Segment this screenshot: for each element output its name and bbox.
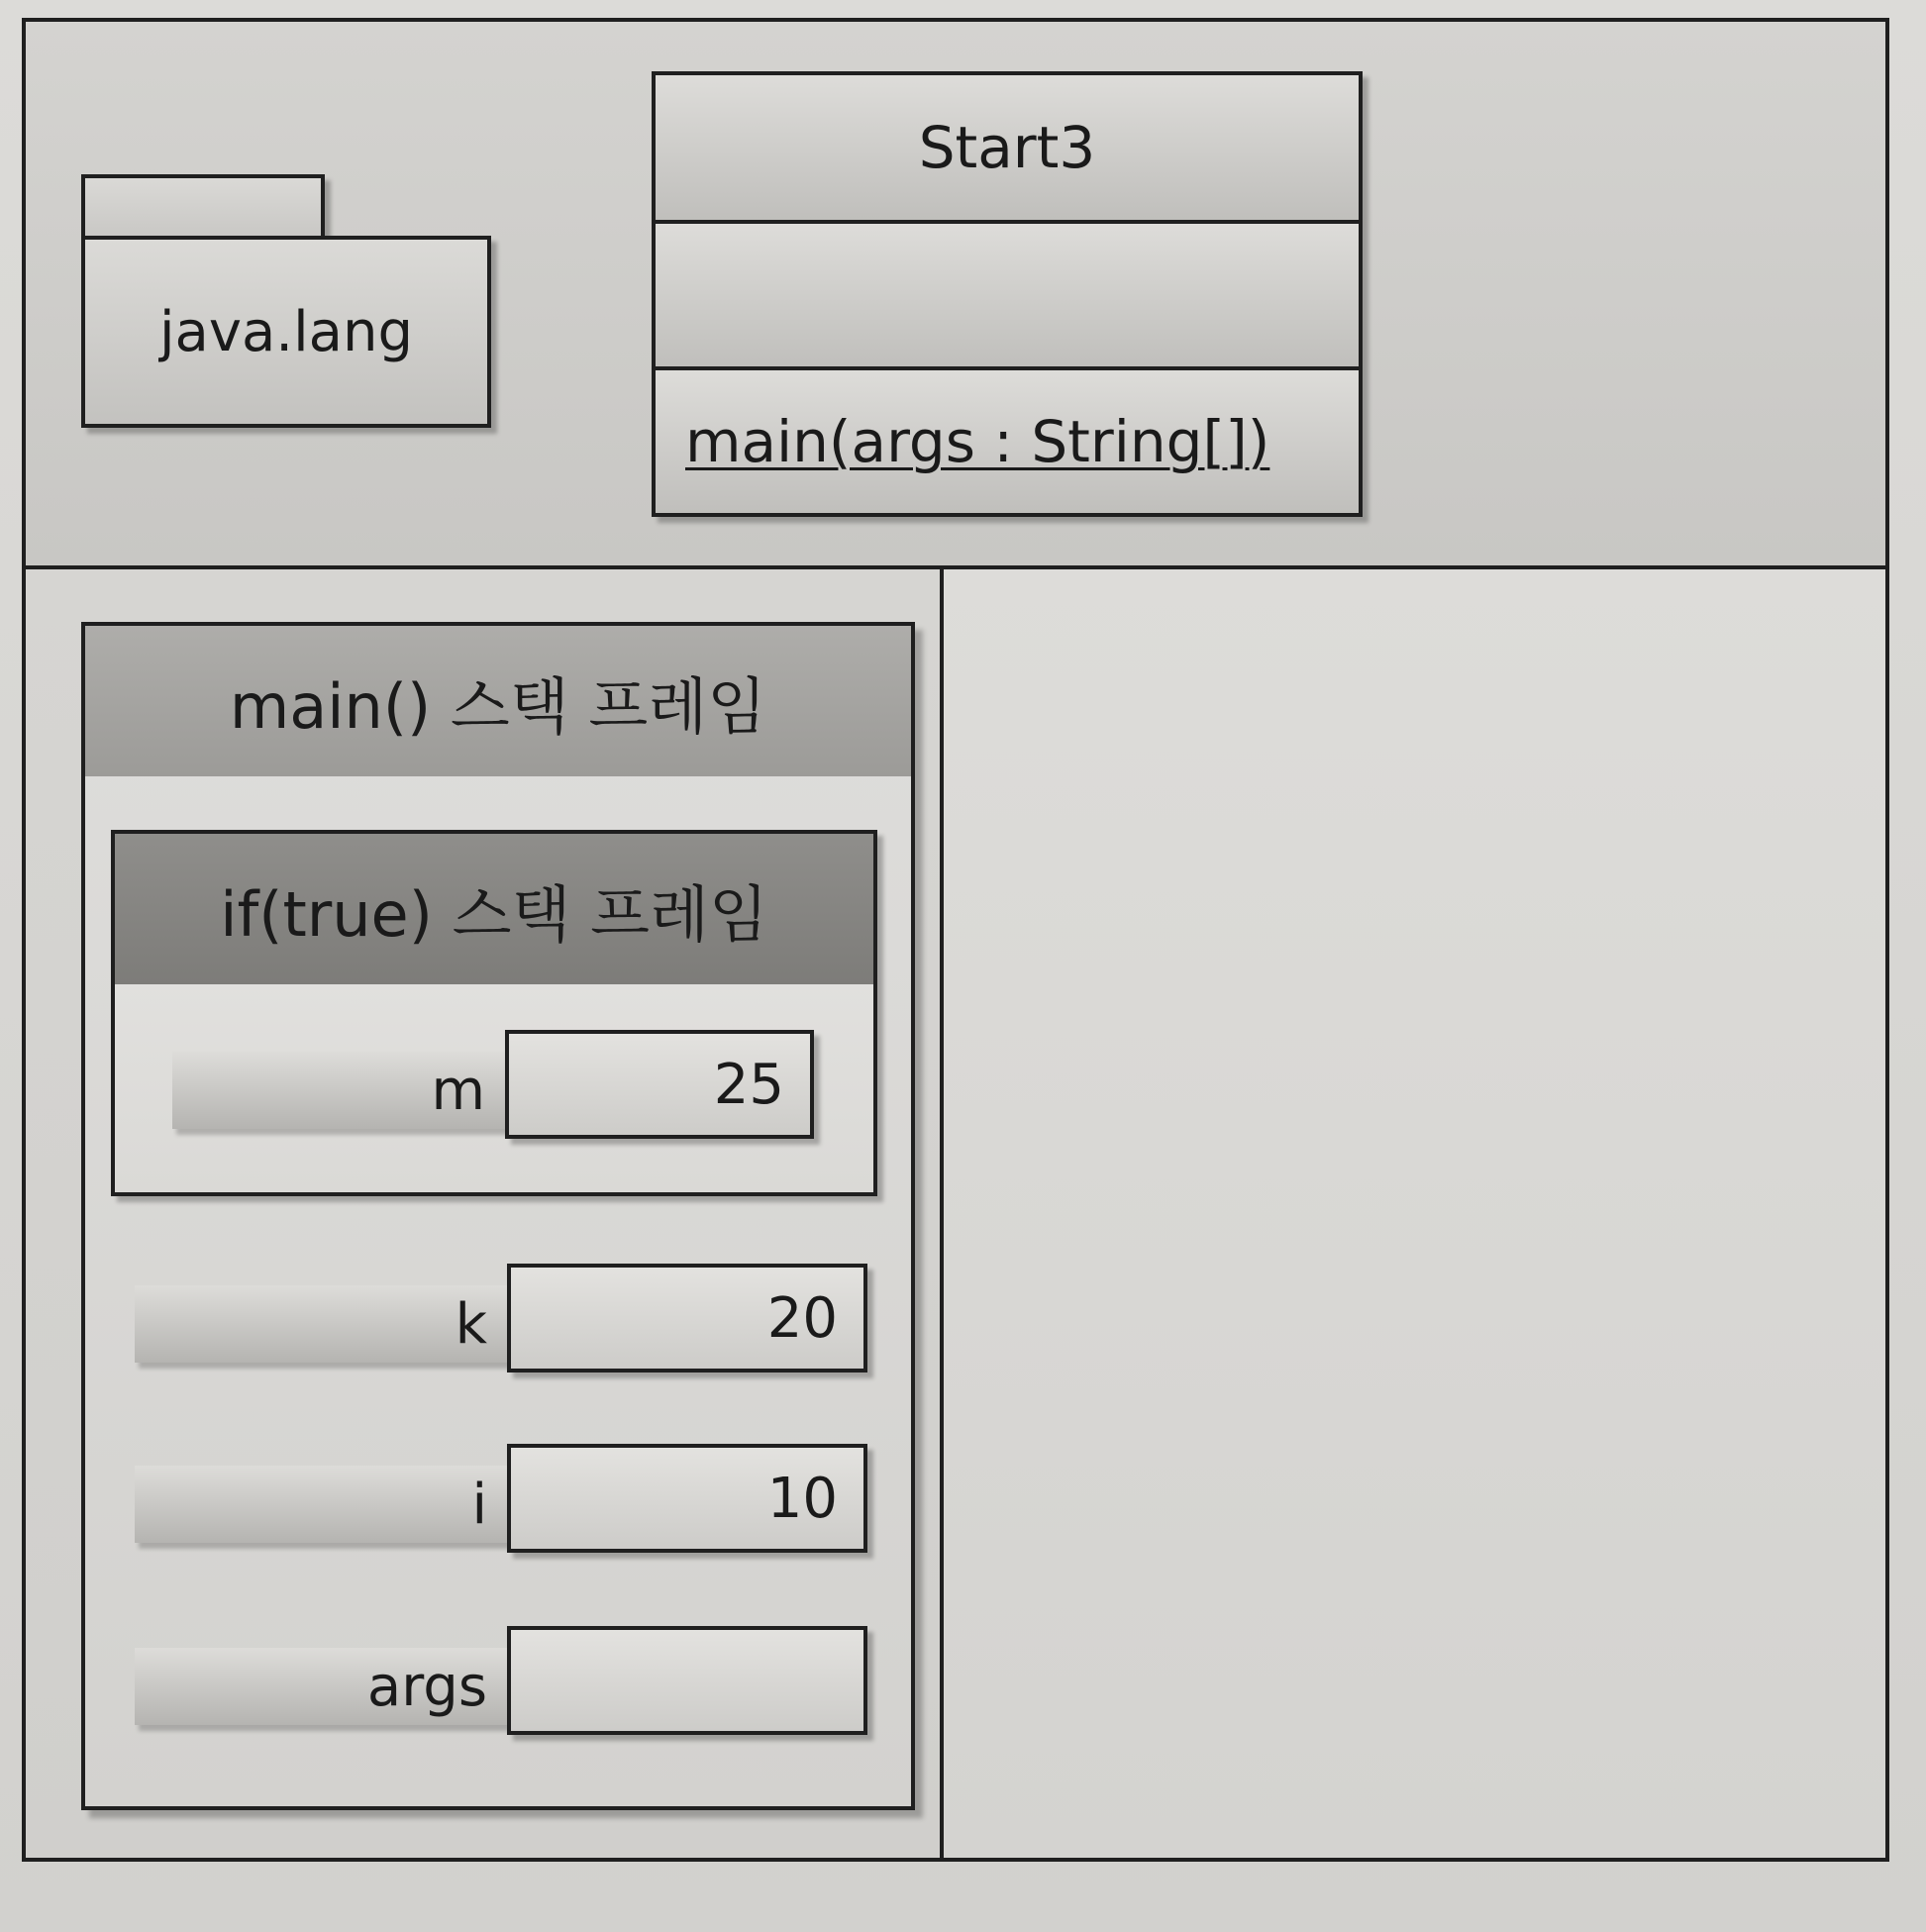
horizontal-divider (22, 565, 1889, 569)
variable-name-text: m (431, 1058, 485, 1123)
variable-row-m (172, 1030, 816, 1139)
package-java-lang (81, 236, 491, 428)
class-name-section (656, 75, 1359, 224)
variable-name-text: k (455, 1291, 487, 1357)
variable-name-m (172, 1052, 509, 1129)
package-label: java.lang (158, 299, 414, 364)
variable-name-text: i (471, 1472, 487, 1537)
if-frame-title-text: if(true) 스택 프레임 (220, 877, 768, 951)
class-start3 (652, 71, 1363, 517)
class-attributes-section (656, 224, 1359, 370)
class-operations-section (656, 370, 1359, 513)
class-name: Start3 (918, 114, 1096, 181)
variable-name-args (135, 1648, 511, 1725)
package-tab (81, 174, 325, 240)
main-frame-title (85, 626, 911, 776)
variable-value-text: 20 (766, 1285, 838, 1351)
variable-name-i (135, 1466, 511, 1543)
variable-value-args (507, 1626, 867, 1735)
vertical-divider (940, 565, 944, 1862)
variable-value-text: 25 (713, 1052, 784, 1117)
variable-value-m (505, 1030, 814, 1139)
variable-row-i (135, 1444, 867, 1553)
variable-row-args (135, 1626, 867, 1735)
variable-name-text: args (366, 1654, 487, 1719)
variable-value-i (507, 1444, 867, 1553)
main-frame-title-text: main() 스택 프레임 (229, 669, 767, 743)
variable-name-k (135, 1285, 511, 1363)
variable-value-text: 10 (766, 1466, 838, 1531)
class-operation-main: main(args : String[]) (685, 408, 1270, 475)
if-frame-title (115, 834, 873, 984)
variable-row-k (135, 1264, 867, 1373)
main-stack-frame (81, 622, 915, 1810)
variable-value-k (507, 1264, 867, 1373)
if-stack-frame (111, 830, 877, 1196)
